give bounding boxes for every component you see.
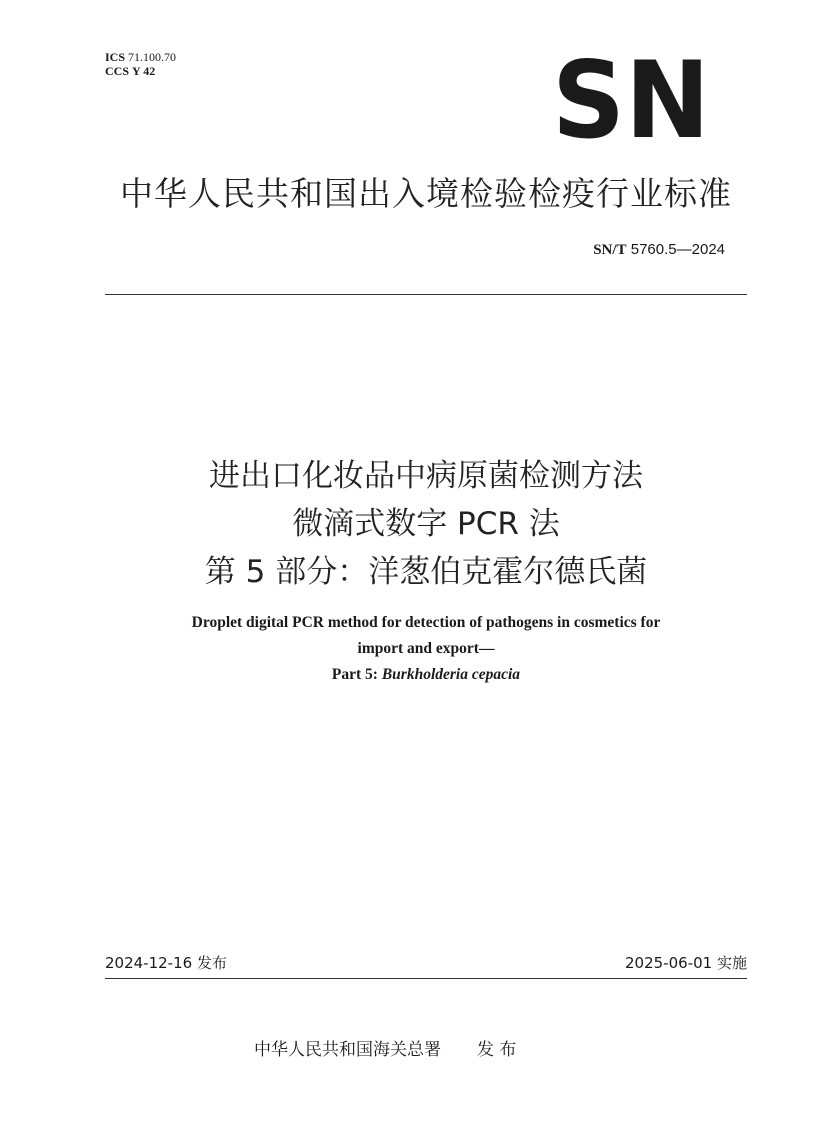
issue-date: 2024-12-16 发布 — [105, 954, 227, 972]
title-en-line2: import and export— — [357, 640, 495, 657]
issuer — [254, 1035, 516, 1060]
sn-logo — [552, 57, 710, 139]
standard-number: SN/T 5760.5—2024 — [593, 241, 725, 258]
title-en-line1: Droplet digital PCR method for detection of pathogens in cosmetics for — [191, 614, 661, 631]
title-zh-line2: 微滴式数字 PCR 法 — [292, 506, 560, 542]
bottom-divider — [105, 978, 747, 979]
implementation-date: 2025-06-01 实施 — [625, 954, 747, 972]
top-divider — [105, 294, 747, 295]
title-zh-line1: 进出口化妆品中病原菌检测方法 — [209, 458, 643, 494]
sn-logo-text: SN — [552, 57, 710, 139]
issuer-action: 发 布 — [477, 1040, 517, 1060]
organization-title: 中华人民共和国出入境检验检疫行业标准 — [120, 174, 732, 213]
title-zh-line3: 第 5 部分：洋葱伯克霍尔德氏菌 — [204, 554, 648, 590]
classification-codes — [105, 50, 176, 78]
title-en-line3: Part 5: Burkholderia cepacia — [331, 666, 521, 683]
issuer-name: 中华人民共和国海关总署 — [254, 1040, 441, 1060]
species-name: Burkholderia cepacia — [381, 666, 521, 683]
ccs-code: CCS Y 42 — [105, 64, 156, 78]
ics-code: ICS 71.100.70 — [105, 50, 177, 64]
